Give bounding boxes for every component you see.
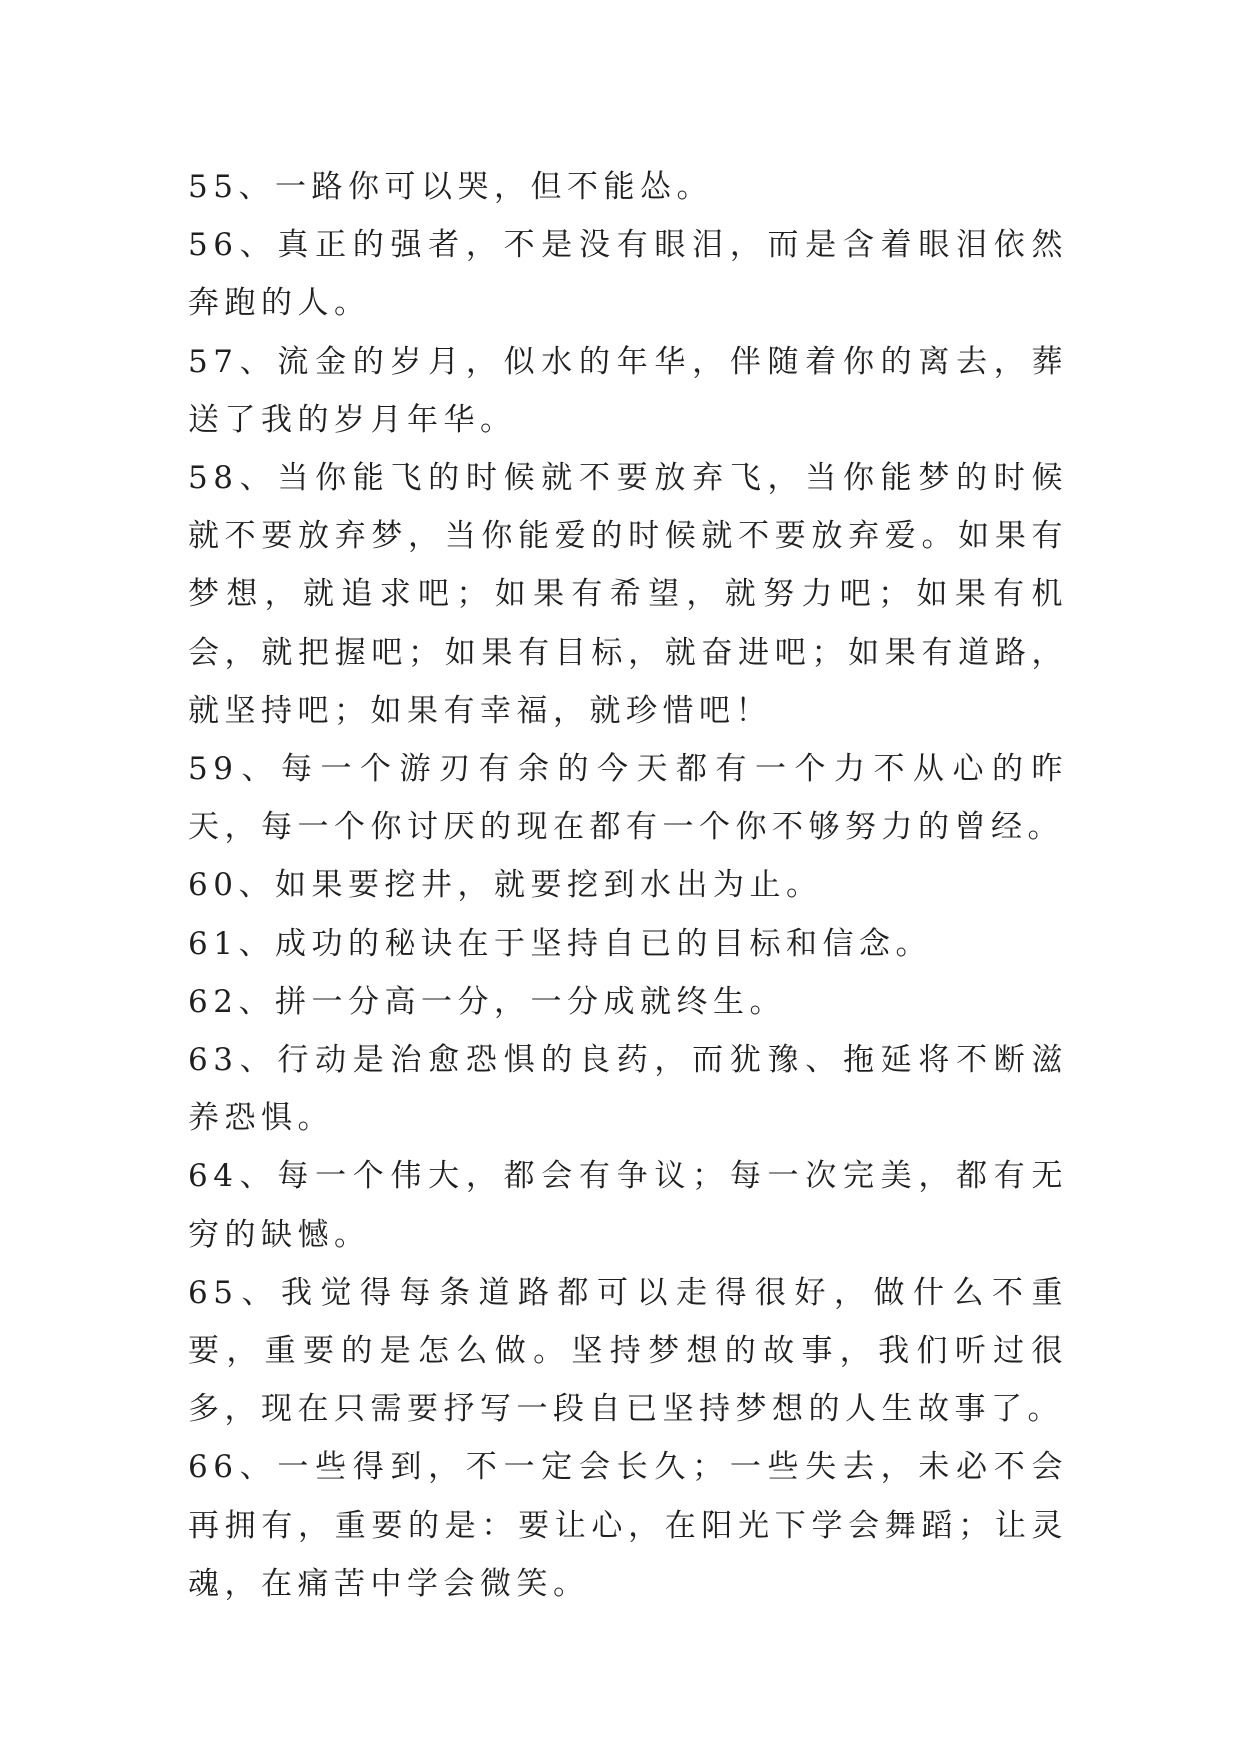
list-item: 59、每一个游刃有余的今天都有一个力不从心的昨天，每一个你讨厌的现在都有一个你不够努力的曾经。 xyxy=(188,751,1068,846)
list-item: 56、真正的强者，不是没有眼泪，而是含着眼泪依然奔跑的人。 xyxy=(188,227,1068,322)
list-item: 65、我觉得每条道路都可以走得很好，做什么不重要，重要的是怎么做。坚持梦想的故事，我们听过很多，现在只需要抒写一段自已坚持梦想的人生故事了。 xyxy=(188,1274,1068,1428)
list-item: 57、流金的岁月，似水的年华，伴随着你的离去，葬送了我的岁月年华。 xyxy=(188,343,1068,438)
list-item: 64、每一个伟大，都会有争议；每一次完美，都有无穷的缺憾。 xyxy=(188,1158,1068,1253)
quote-list xyxy=(188,158,1068,1613)
list-item: 58、当你能飞的时候就不要放弃飞，当你能梦的时候就不要放弃梦，当你能爱的时候就不要放弃爱。如果有梦想，就追求吧；如果有希望，就努力吧；如果有机会，就把握吧；如果有目标，就奋进吧；如果有道路，就坚持吧；如果有幸福，就珍惜吧！ xyxy=(188,460,1068,729)
list-item: 60、如果要挖井，就要挖到水出为止。 xyxy=(188,867,823,904)
list-item: 62、拼一分高一分，一分成就终生。 xyxy=(188,983,786,1020)
list-item: 66、一些得到，不一定会长久；一些失去，未必不会再拥有，重要的是：要让心，在阳光下学会舞蹈；让灵魂，在痛苦中学会微笑。 xyxy=(188,1449,1068,1602)
list-item: 63、行动是治愈恐惧的良药，而犹豫、拖延将不断滋养恐惧。 xyxy=(188,1042,1068,1137)
list-item: 55、一路你可以哭，但不能怂。 xyxy=(188,169,713,205)
list-item: 61、成功的秘诀在于坚持自已的目标和信念。 xyxy=(188,925,932,962)
